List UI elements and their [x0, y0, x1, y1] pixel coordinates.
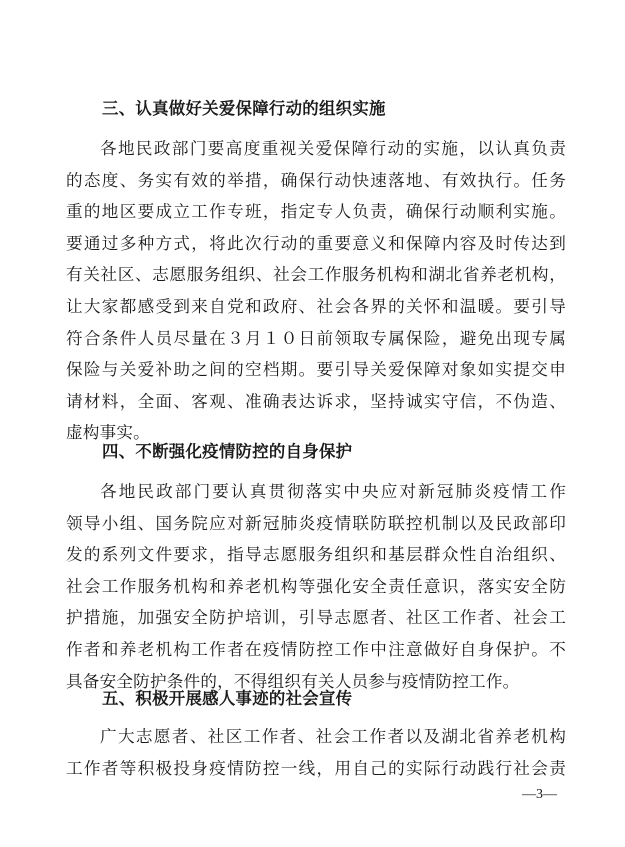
page-number: —3— [522, 787, 557, 802]
text-line: 各地民政部门要认真贯彻落实中央应对新冠肺炎疫情工作 [100, 482, 566, 501]
text-line: 符合条件人员尽量在３月１０日前领取专属保险，避免出现专属 [66, 328, 566, 348]
text-line: 各地民政部门要高度重视关爱保障行动的实施，以认真负责 [100, 139, 566, 158]
text-line: 具备安全防护条件的，不得组织有关人员参与疫情防控工作。 [66, 671, 520, 691]
section-heading: 四、不断强化疫情防控的自身保护 [102, 442, 353, 461]
text-line: 重的地区要成立工作专班，指定专人负责，确保行动顺利实施。 [66, 202, 566, 222]
section-body [66, 133, 566, 449]
text-line: 领导小组、国务院应对新冠肺炎疫情联防联控机制以及民政部印 [66, 513, 566, 533]
section-heading: 五、积极开展感人事迹的社会宣传 [102, 689, 353, 708]
text-line: 要通过多种方式，将此次行动的重要意义和保障内容及时传达到 [66, 233, 566, 253]
section-5 [66, 687, 566, 784]
text-line: 广大志愿者、社区工作者、社会工作者以及湖北省养老机构 [100, 727, 566, 746]
text-line: 社会工作服务机构和养老机构等强化安全责任意识，落实安全防 [66, 576, 566, 596]
section-heading: 三、认真做好关爱保障行动的组织实施 [102, 99, 386, 118]
text-line: 的态度、务实有效的举措，确保行动快速落地、有效执行。任务 [66, 170, 566, 190]
section-4 [66, 440, 566, 697]
text-line: 虚构事实。 [66, 423, 150, 443]
section-body [66, 721, 566, 784]
section-body [66, 476, 566, 697]
text-line: 有关社区、志愿服务组织、社会工作服务机构和湖北省养老机构， [66, 265, 566, 285]
text-line: 作者和养老机构工作者在疫情防控工作中注意做好自身保护。不 [66, 639, 566, 659]
text-line: 护措施，加强安全防护培训，引导志愿者、社区工作者、社会工 [66, 608, 566, 628]
text-line: 请材料，全面、客观、准确表达诉求，坚持诚实守信，不伪造、 [66, 391, 566, 411]
text-line: 让大家都感受到来自党和政府、社会各界的关怀和温暖。要引导 [66, 296, 566, 316]
text-line: 发的系列文件要求，指导志愿服务组织和基层群众性自治组织、 [66, 545, 566, 565]
text-line: 保险与关爱补助之间的空档期。要引导关爱保障对象如实提交申 [66, 360, 566, 380]
text-line: 工作者等积极投身疫情防控一线，用自己的实际行动践行社会责 [66, 758, 566, 778]
section-3 [66, 97, 566, 449]
